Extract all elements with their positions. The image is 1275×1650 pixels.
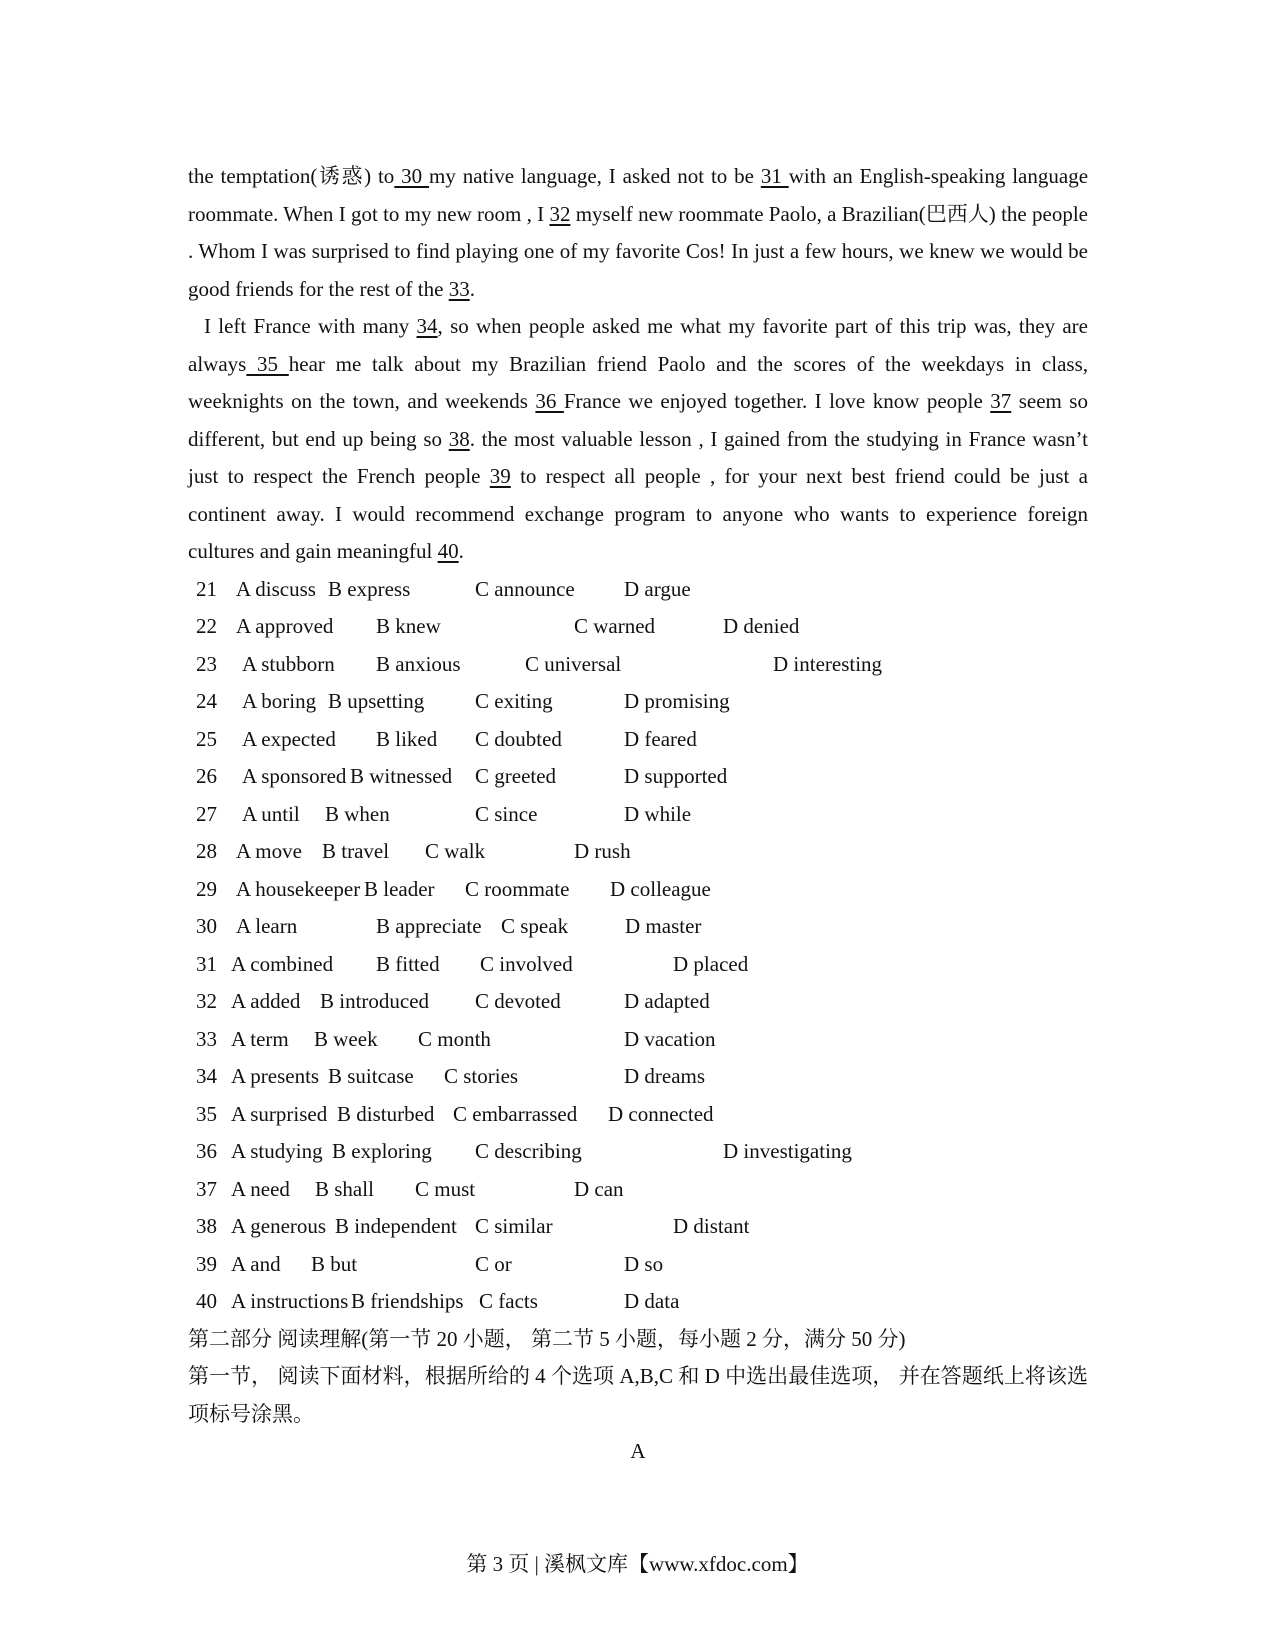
option-a: A housekeeper xyxy=(236,876,361,901)
question-number: 23 xyxy=(196,651,217,676)
option-d: D dreams xyxy=(624,1064,706,1088)
option-b: B shall xyxy=(315,1176,374,1201)
option-b: B suitcase xyxy=(328,1064,414,1088)
option-a: A discuss xyxy=(236,576,316,601)
option-d: D can xyxy=(574,1176,624,1201)
passage-text: . xyxy=(469,276,475,301)
question-number: 39 xyxy=(196,1251,217,1276)
option-a: A studying xyxy=(231,1139,323,1163)
option-row xyxy=(188,946,1088,984)
option-c: C doubted xyxy=(475,726,562,751)
blank-number: 34 xyxy=(416,314,438,338)
option-a: A approved xyxy=(236,614,334,638)
option-row xyxy=(188,1283,1088,1321)
option-row xyxy=(188,1171,1088,1209)
option-row xyxy=(188,758,1088,796)
option-a: A expected xyxy=(242,726,336,751)
question-number: 22 xyxy=(196,614,217,638)
option-a: A learn xyxy=(236,914,298,938)
option-c: C or xyxy=(475,1251,512,1276)
option-b: B but xyxy=(311,1251,358,1276)
option-d: D argue xyxy=(624,576,691,601)
blank-number: 32 xyxy=(549,201,571,226)
question-number: 40 xyxy=(196,1289,217,1313)
option-d: D denied xyxy=(723,614,800,638)
document-page xyxy=(188,158,1088,1471)
option-row xyxy=(188,571,1088,609)
option-a: A combined xyxy=(231,951,334,976)
option-a: A stubborn xyxy=(242,651,335,676)
option-row xyxy=(188,1246,1088,1284)
option-b: B fitted xyxy=(376,951,440,976)
option-b: B appreciate xyxy=(376,914,482,938)
passage-text: to respect all people , for your next best friend could be just a continent away. I would recommend exchange program to anyone who wants to experience foreign cultures and gain meaningful xyxy=(188,464,1088,563)
option-row xyxy=(188,1021,1088,1059)
option-d: D distant xyxy=(673,1214,750,1238)
option-a: A until xyxy=(242,801,300,826)
question-number: 35 xyxy=(196,1101,217,1126)
option-d: D supported xyxy=(624,764,728,788)
option-a: A sponsored xyxy=(242,764,347,788)
option-row xyxy=(188,721,1088,759)
question-number: 25 xyxy=(196,726,217,751)
question-number: 29 xyxy=(196,876,217,901)
option-a: A instructions xyxy=(231,1289,349,1313)
option-b: B upsetting xyxy=(328,689,425,713)
option-b: B friendships xyxy=(351,1289,464,1313)
passage-text: France we enjoyed together. I love know people xyxy=(563,389,991,413)
option-c: C roommate xyxy=(465,876,570,901)
blank-number: 38 xyxy=(448,426,470,451)
blank-number: 37 xyxy=(990,389,1012,413)
option-d: D feared xyxy=(624,726,697,751)
option-row xyxy=(188,1133,1088,1171)
section1-instruction: 第一节， 阅读下面材料，根据所给的 4 个选项 A,B,C 和 D 中选出最佳选项， 并在答题纸上将该选项标号涂黑。 xyxy=(188,1364,1088,1426)
option-a: A boring xyxy=(242,689,317,713)
option-row xyxy=(188,908,1088,946)
option-a: A presents xyxy=(231,1064,320,1088)
passage-text: my native language, I asked not to be xyxy=(429,164,761,188)
option-d: D so xyxy=(624,1251,664,1276)
part2-heading: 第二部分 阅读理解(第一节 20 小题， 第二节 5 小题，每小题 2 分，满分 50 分) xyxy=(188,1326,906,1351)
option-d: D placed xyxy=(673,951,749,976)
passage-letter: A xyxy=(630,1439,646,1463)
option-c: C speak xyxy=(501,914,569,938)
option-c: C month xyxy=(418,1026,491,1051)
question-number: 34 xyxy=(196,1064,217,1088)
question-number: 38 xyxy=(196,1214,217,1238)
option-b: B knew xyxy=(376,614,441,638)
option-a: A move xyxy=(236,839,302,863)
option-c: C stories xyxy=(444,1064,519,1088)
option-c: C devoted xyxy=(475,989,561,1013)
option-a: A need xyxy=(231,1176,290,1201)
blank-number: 31 xyxy=(760,164,789,188)
page-footer: 第 3 页 | 溪枫文库【www.xfdoc.com】 xyxy=(466,1552,809,1576)
option-b: B witnessed xyxy=(350,764,453,788)
option-b: B liked xyxy=(376,726,438,751)
passage-text: hear me talk about my Brazilian friend Paolo and the scores of the weekdays in class, weeknights on the town, and weekends xyxy=(188,351,1088,413)
question-number: 21 xyxy=(196,576,217,601)
option-c: C describing xyxy=(475,1139,582,1163)
blank-number: 36 xyxy=(535,389,564,413)
question-number: 37 xyxy=(196,1176,217,1201)
question-number: 27 xyxy=(196,801,217,826)
question-number: 31 xyxy=(196,951,217,976)
option-b: B exploring xyxy=(332,1139,432,1163)
question-number: 32 xyxy=(196,989,217,1013)
option-d: D adapted xyxy=(624,989,710,1013)
passage-text: I left France with many xyxy=(204,314,417,338)
option-c: C greeted xyxy=(475,764,557,788)
passage-text: . the most valuable lesson , I gained from the studying in France wasn’t just to respect the French people xyxy=(188,426,1088,488)
option-b: B anxious xyxy=(376,651,461,676)
option-d: D vacation xyxy=(624,1026,716,1051)
option-c: C must xyxy=(415,1176,476,1201)
option-row xyxy=(188,1058,1088,1096)
passage-paragraph-1 xyxy=(188,158,1088,308)
blank-number: 40 xyxy=(437,539,459,563)
passage-text: . xyxy=(458,539,464,563)
option-row xyxy=(188,1096,1088,1134)
option-c: C exiting xyxy=(475,689,553,713)
option-d: D promising xyxy=(624,689,730,713)
passage-text: the temptation(诱惑) to xyxy=(188,164,395,188)
passage-text: with an English-speaking language roommate. When I got to my new room , I xyxy=(188,164,1089,226)
option-d: D master xyxy=(625,914,702,938)
option-row xyxy=(188,871,1088,909)
option-d: D data xyxy=(624,1289,680,1313)
option-c: C involved xyxy=(480,951,573,976)
option-row xyxy=(188,796,1088,834)
option-b: B express xyxy=(328,576,411,601)
question-number: 24 xyxy=(196,689,217,713)
option-d: D interesting xyxy=(773,651,883,676)
option-b: B travel xyxy=(322,839,390,863)
blank-number: 33 xyxy=(448,276,470,301)
option-c: C universal xyxy=(525,651,622,676)
option-a: A and xyxy=(231,1251,281,1276)
option-d: D investigating xyxy=(723,1139,852,1163)
question-number: 30 xyxy=(196,914,217,938)
option-row xyxy=(188,608,1088,646)
option-b: B leader xyxy=(364,876,435,901)
option-b: B disturbed xyxy=(337,1101,435,1126)
option-a: A surprised xyxy=(231,1101,328,1126)
option-c: C facts xyxy=(479,1289,538,1313)
option-c: C walk xyxy=(425,839,486,863)
option-row xyxy=(188,833,1088,871)
option-c: C warned xyxy=(574,614,656,638)
blank-number: 35 xyxy=(246,351,289,376)
passage-text: myself new roommate Paolo, a Brazilian(巴西人) the people . Whom I was surprised to find playing one of my favorite Cos! In just a few hours, we knew we would be good friends for the rest of the xyxy=(188,201,1088,301)
option-row xyxy=(188,646,1088,684)
blank-number: 39 xyxy=(489,464,511,488)
option-row xyxy=(188,1208,1088,1246)
option-row xyxy=(188,983,1088,1021)
option-a: A added xyxy=(231,989,301,1013)
passage-text: seem so different, but end up being so xyxy=(188,389,1088,451)
question-number: 36 xyxy=(196,1139,217,1163)
option-d: D rush xyxy=(574,839,631,863)
option-d: D colleague xyxy=(610,876,711,901)
option-b: B week xyxy=(314,1026,378,1051)
option-a: A term xyxy=(231,1026,289,1051)
option-b: B when xyxy=(325,801,390,826)
option-c: C announce xyxy=(475,576,575,601)
blank-number: 30 xyxy=(394,164,430,188)
passage-text: , so when people asked me what my favorite part of this trip was, they are always xyxy=(188,314,1088,376)
option-d: D connected xyxy=(608,1101,714,1126)
option-c: C since xyxy=(475,801,538,826)
option-c: C embarrassed xyxy=(453,1101,578,1126)
question-number: 26 xyxy=(196,764,217,788)
answer-options-list xyxy=(188,571,1088,1321)
option-d: D while xyxy=(624,801,692,826)
option-row xyxy=(188,683,1088,721)
question-number: 33 xyxy=(196,1026,217,1051)
option-c: C similar xyxy=(475,1214,553,1238)
option-b: B introduced xyxy=(320,989,430,1013)
option-b: B independent xyxy=(335,1214,457,1238)
passage-paragraph-2 xyxy=(188,308,1088,571)
option-a: A generous xyxy=(231,1214,327,1238)
question-number: 28 xyxy=(196,839,217,863)
